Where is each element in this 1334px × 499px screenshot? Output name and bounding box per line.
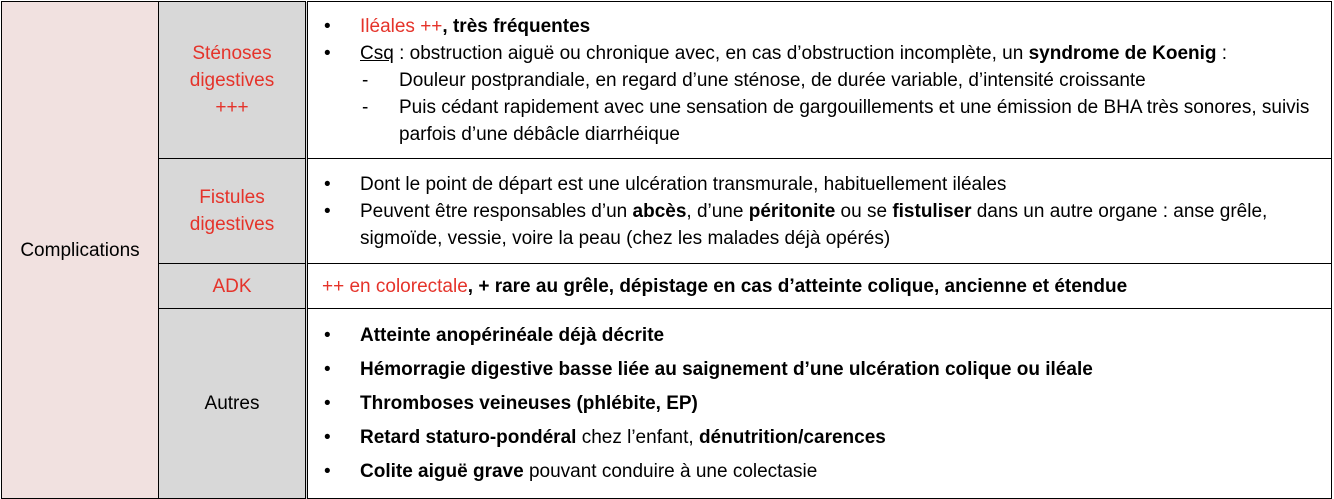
dash-item: - Douleur postprandiale, en regard d’une sténose, de durée variable, d’intensité croissante	[322, 67, 1325, 94]
row-label-autres	[159, 309, 307, 499]
bullet-item	[322, 387, 1325, 421]
bullet-item: • Dont le point de départ est une ulcération transmurale, habituellement iléales	[322, 171, 1325, 198]
text-bold: dénutrition/carences	[698, 426, 886, 448]
text-bold: ,	[442, 15, 453, 37]
row-content-adk	[307, 264, 1332, 309]
bullet-item	[322, 353, 1325, 387]
text-red: Iléales ++	[360, 15, 443, 37]
text-bold: Retard staturo-pondéral	[360, 426, 577, 448]
row-label-fistules	[159, 159, 307, 264]
label-line: Autres	[204, 393, 260, 414]
label-line: digestives	[189, 69, 275, 91]
text: pouvant conduire à une colectasie	[523, 460, 818, 482]
text-bold: Colite aiguë grave	[360, 460, 524, 482]
row-label-adk	[159, 264, 307, 309]
text: chez l’enfant,	[576, 426, 699, 448]
label-line: Sténoses	[192, 42, 272, 64]
bullet-item	[322, 198, 1325, 252]
text: :	[1216, 42, 1228, 64]
category-cell	[2, 2, 159, 499]
text-bold: Thromboses veineuses (phlébite	[360, 392, 656, 414]
text: dans un autre organe : anse grêle, sigmoïde, vessie, voire la peau (chez les malades déjà opérés)	[360, 200, 1268, 249]
category-label: Complications	[20, 239, 140, 261]
text: : obstruction aiguë ou chronique avec, en cas d’obstruction incomplète, un	[393, 42, 1029, 64]
bullet-item	[322, 455, 1325, 489]
text-bold: très fréquentes	[452, 15, 591, 37]
text-bold: Atteinte anopérinéale déjà décrite	[360, 324, 665, 346]
bullet-item	[322, 319, 1325, 353]
text-bold: , EP)	[655, 392, 698, 414]
csq-label: Csq	[360, 42, 394, 64]
text-bold: syndrome de Koenig	[1028, 42, 1217, 64]
bullet-item	[322, 40, 1325, 148]
row-content-fistules	[307, 159, 1332, 264]
text-bold: Hémorragie digestive basse liée au saignement d’une ulcération colique ou iléale	[360, 358, 1093, 380]
text: ou se	[835, 200, 893, 222]
text-bold: , + rare au grêle, dépistage en cas d’atteinte colique, ancienne et étendue	[467, 275, 1128, 297]
label-line: digestives	[189, 214, 275, 235]
row-content-stenoses	[307, 2, 1332, 159]
label-line: Fistules	[199, 187, 265, 208]
text-bold: abcès	[632, 200, 687, 222]
label-line: +++	[215, 96, 249, 118]
bullet-item	[322, 13, 1325, 40]
dash-item: - Puis cédant rapidement avec une sensation de gargouillements et une émission de BHA très sonores, suivis parfois d’une débâcle diarrhéique	[322, 94, 1325, 148]
complications-table	[1, 1, 1332, 499]
row-label-stenoses	[159, 2, 307, 159]
text: , d’une	[686, 200, 749, 222]
row-content-autres	[307, 309, 1332, 499]
text-bold: fistuliser	[892, 200, 972, 222]
label-line: ADK	[212, 275, 252, 297]
text-red: ++ en colorectale	[322, 275, 468, 297]
bullet-item	[322, 421, 1325, 455]
text: Peuvent être responsables d’un	[360, 200, 633, 222]
text-bold: péritonite	[748, 200, 836, 222]
